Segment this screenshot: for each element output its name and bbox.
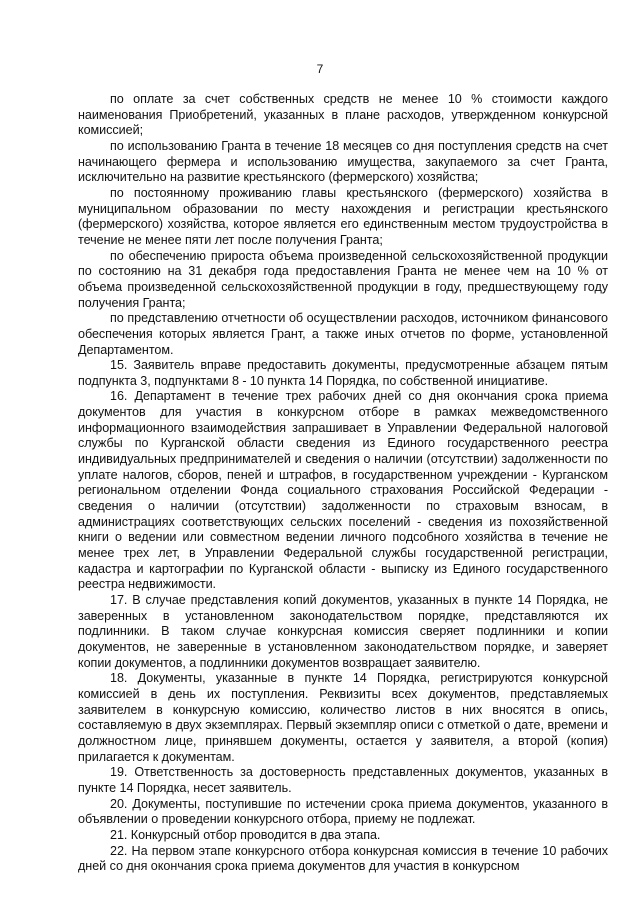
- paragraph-2: по использованию Гранта в течение 18 месяцев со дня поступления средств на счет начинающего фермера и использованию имущества, закупаемого за счет Гранта, исключительно на развитие крестьянского (фермерского) хозяйства;: [78, 138, 608, 185]
- paragraph-11: 20. Документы, поступившие по истечении срока приема документов, указанного в объявлении о проведении конкурсного отбора, приему не подлежат.: [78, 796, 608, 827]
- paragraph-3: по постоянному проживанию главы крестьянского (фермерского) хозяйства в муниципальном образовании по месту нахождения и регистрации крестьянского (фермерского) хозяйства, которое является его единственным местом трудоустройства в течение не менее пяти лет после получения Гранта;: [78, 185, 608, 247]
- paragraph-6: 15. Заявитель вправе предоставить документы, предусмотренные абзацем пятым подпункта 3, подпунктами 8 - 10 пункта 14 Порядка, по собственной инициативе.: [78, 358, 608, 388]
- paragraph-5: по представлению отчетности об осуществлении расходов, источником финансового обеспечения которых является Грант, а также иных отчетов по форме, установленной Департаментом.: [78, 311, 608, 357]
- document-body: [78, 92, 608, 875]
- paragraph-8: 17. В случае представления копий документов, указанных в пункте 14 Порядка, не заверенных в установленном законодательством порядке, представляются их подлинники. В таком случае конкурсная комиссия сверяет подлинники и копии документов, не заверенные в установленном законодательством порядке, и заверяет копии документов, а подлинники документов возвращает заявителю.: [78, 593, 608, 670]
- page-number: 7: [316, 62, 324, 76]
- paragraph-1: по оплате за счет собственных средств не менее 10 % стоимости каждого наименования Приобретений, указанных в плане расходов, утвержденном конкурсной комиссией;: [78, 92, 608, 138]
- paragraph-10: 19. Ответственность за достоверность представленных документов, указанных в пункте 14 Порядка, несет заявитель.: [78, 765, 608, 795]
- paragraph-7: 16. Департамент в течение трех рабочих дней со дня окончания срока приема документов для участия в конкурсном отборе в рамках межведомственного информационного взаимодействия запрашивает в Управлении Федеральной налоговой службы по Курганской области сведения из Единого государственного реестра индивидуальных предпринимателей и сведения о наличии (отсутствии) задолженности по уплате налогов, сборов, пеней и штрафов, в государственном учреждении - Курганском региональном отделении Фонда социального страхования Российской Федерации - сведения о наличии (отсутствии) задолженности по страховым взносам, в администрациях соответствующих сельских поселений - сведения из похозяйственной книги о ведении или совместном ведении личного подсобного хозяйства в течение не менее трех лет, в Управлении Федеральной службы государственной регистрации, кадастра и картографии по Курганской области - выписку из Единого государственного реестра недвижимости.: [78, 389, 608, 592]
- paragraph-4: по обеспечению прироста объема произведенной сельскохозяйственной продукции по состоянию на 31 декабря года предоставления Гранта не менее чем на 10 % от объема произведенной сельскохозяйственной продукции в году, предшествующему году получения Гранта;: [78, 248, 608, 310]
- paragraph-9: 18. Документы, указанные в пункте 14 Порядка, регистрируются конкурсной комиссией в день их поступления. Реквизиты всех документов, представляемых заявителем в конкурсную комиссию, количество листов в них вносятся в опись, составляемую в двух экземплярах. Первый экземпляр описи с отметкой о дате, времени и должностном лице, принявшем документы, остается у заявителя, а второй (копия) прилагается к документам.: [78, 671, 608, 764]
- paragraph-12: 21. Конкурсный отбор проводится в два этапа.: [110, 827, 381, 842]
- paragraph-13: 22. На первом этапе конкурсного отбора конкурсная комиссия в течение 10 рабочих дней со дня окончания срока приема документов для участия в конкурсном: [78, 843, 608, 874]
